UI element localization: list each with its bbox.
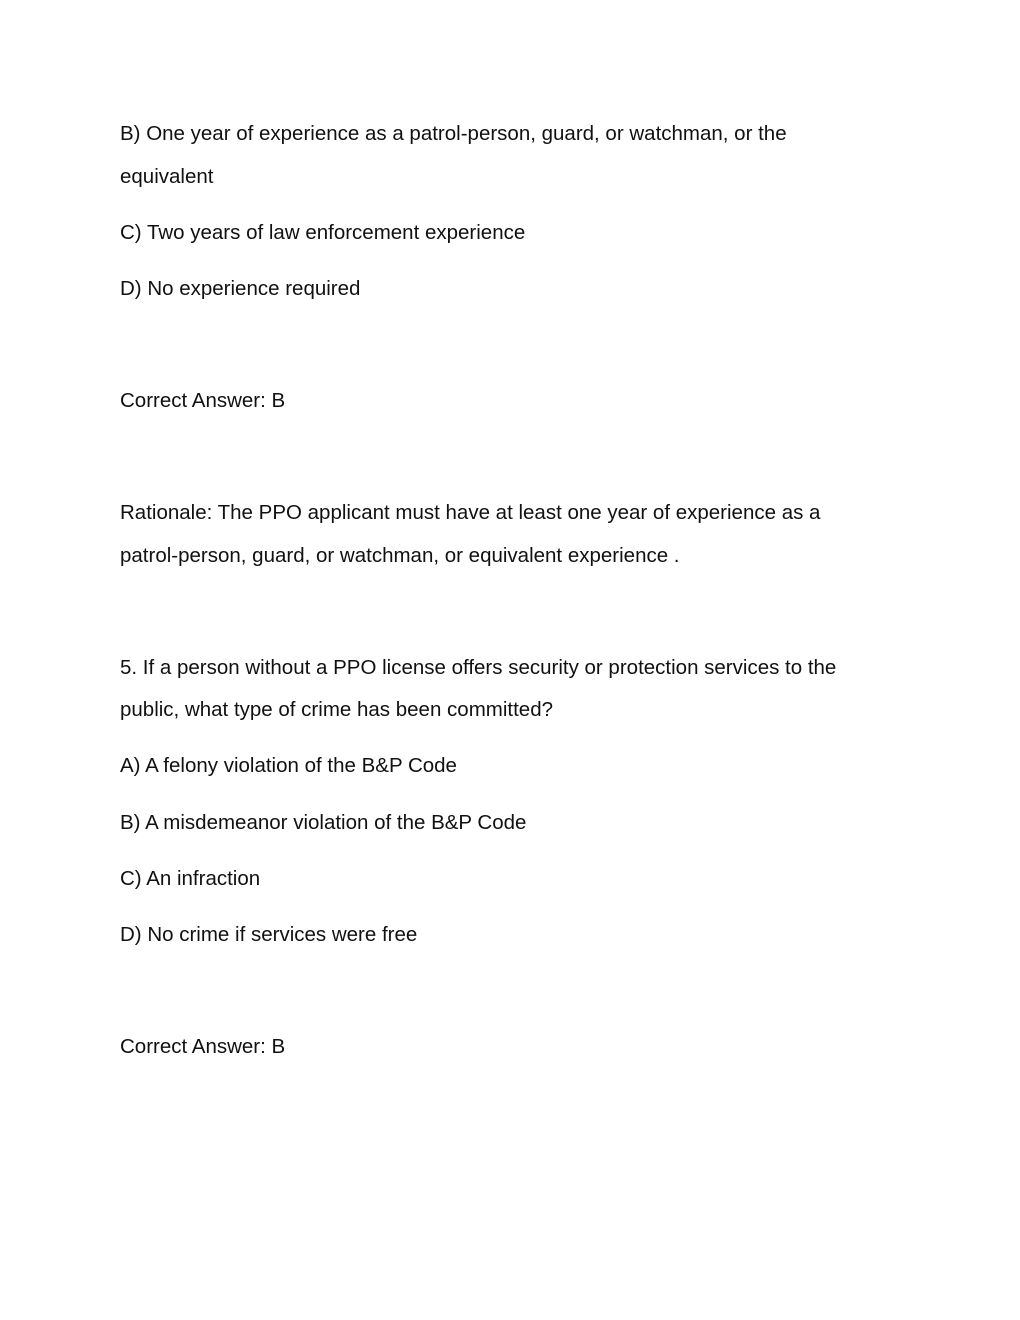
q4-option-b-line1: B) One year of experience as a patrol-person, guard, or watchman, or the: [120, 122, 787, 145]
q5-option-c: C) An infraction: [120, 867, 261, 890]
q5-question-line1: 5. If a person without a PPO license offers security or protection services to the: [120, 656, 837, 679]
q5-option-d: D) No crime if services were free: [120, 923, 418, 946]
q5-correct-answer: Correct Answer: B: [120, 1035, 286, 1058]
q4-rationale-line2: patrol-person, guard, or watchman, or equivalent experience .: [120, 544, 680, 567]
q4-option-c: C) Two years of law enforcement experience: [120, 221, 526, 244]
q4-rationale-line1: Rationale: The PPO applicant must have at least one year of experience as a: [120, 501, 821, 524]
q4-correct-answer: Correct Answer: B: [120, 389, 286, 412]
q5-question-line2: public, what type of crime has been committed?: [120, 698, 553, 721]
q5-option-a: A) A felony violation of the B&P Code: [120, 754, 457, 777]
q5-option-b: B) A misdemeanor violation of the B&P Code: [120, 811, 527, 834]
q4-option-d: D) No experience required: [120, 277, 361, 300]
q4-option-b-line2: equivalent: [120, 165, 214, 188]
